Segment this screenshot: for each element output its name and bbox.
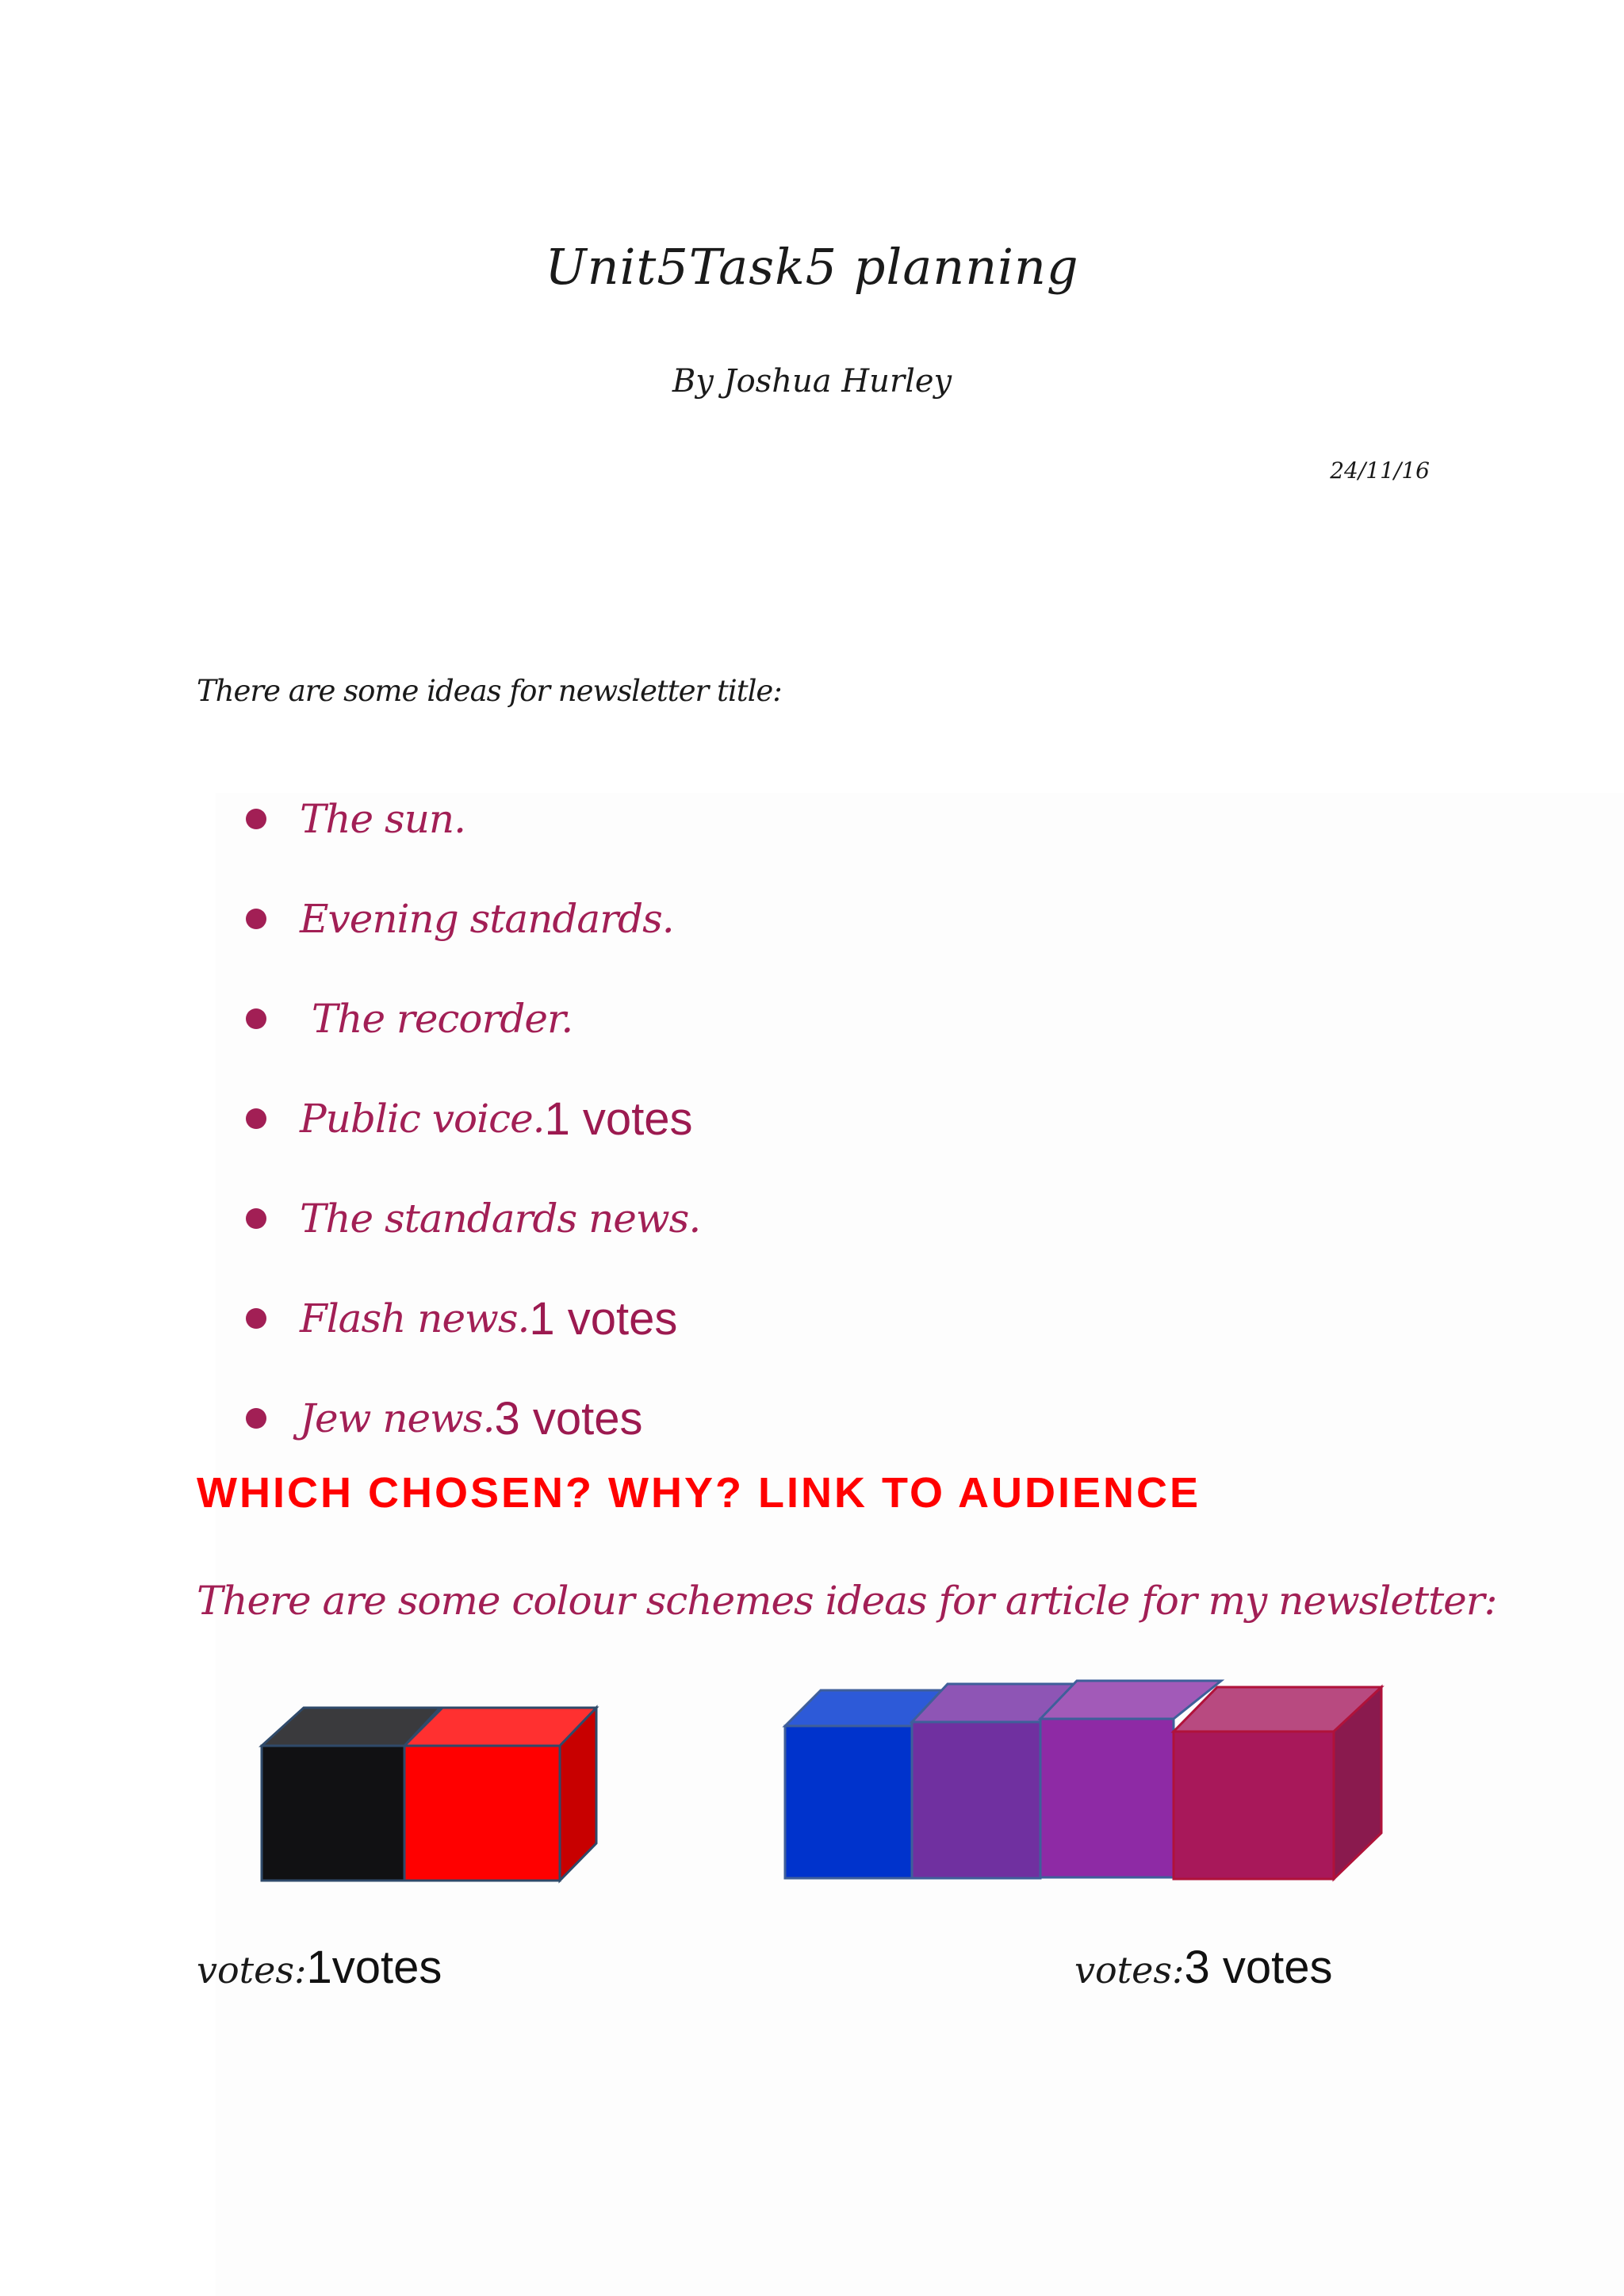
votes-value: 1votes — [306, 1942, 442, 1993]
scheme-2-votes — [1074, 1941, 1333, 1994]
title-ideas-list — [246, 769, 700, 1468]
idea-text: Jew news. — [300, 1395, 495, 1441]
bullet-icon — [246, 809, 266, 829]
bullet-icon — [246, 1208, 266, 1229]
idea-votes: 1 votes — [544, 1093, 693, 1145]
votes-label: votes: — [197, 1949, 307, 1992]
idea-text: The sun. — [300, 796, 465, 842]
date-text: 24/11/16 — [1330, 457, 1430, 484]
scheme-1-votes — [197, 1941, 442, 1994]
idea-votes: 1 votes — [529, 1292, 678, 1345]
idea-text: Flash news. — [300, 1295, 530, 1341]
title-ideas-intro: There are some ideas for newsletter title: — [197, 674, 782, 708]
colour-schemes-figure — [0, 1649, 1624, 1911]
bullet-icon — [246, 1308, 266, 1329]
idea-votes: 3 votes — [494, 1392, 643, 1445]
votes-value: 3 votes — [1184, 1942, 1333, 1993]
list-item — [246, 1169, 700, 1269]
idea-text: The recorder. — [300, 996, 573, 1042]
bullet-icon — [246, 1008, 266, 1029]
list-item — [246, 1269, 700, 1368]
feedback-heading: WHICH CHOSEN? WHY? LINK TO AUDIENCE — [197, 1469, 1201, 1517]
idea-text: Evening standards. — [300, 896, 674, 942]
idea-text: Public voice. — [300, 1096, 545, 1142]
colour-scheme-2 — [785, 1681, 1381, 1879]
list-item — [246, 869, 700, 969]
crimson-cube — [1174, 1687, 1381, 1879]
page-title: Unit5Task5 planning — [545, 238, 1079, 296]
list-item — [246, 769, 700, 869]
list-item — [246, 1069, 700, 1169]
bullet-icon — [246, 1408, 266, 1429]
list-item — [246, 1368, 700, 1468]
bullet-icon — [246, 909, 266, 929]
votes-label: votes: — [1074, 1949, 1185, 1992]
idea-text: The standards news. — [300, 1196, 701, 1242]
author-line: By Joshua Hurley — [672, 363, 952, 400]
red-cube — [404, 1708, 596, 1881]
colour-scheme-1 — [262, 1708, 596, 1881]
bullet-icon — [246, 1108, 266, 1129]
colour-schemes-intro: There are some colour schemes ideas for article for my newsletter: — [197, 1578, 1497, 1624]
list-item — [246, 969, 700, 1069]
